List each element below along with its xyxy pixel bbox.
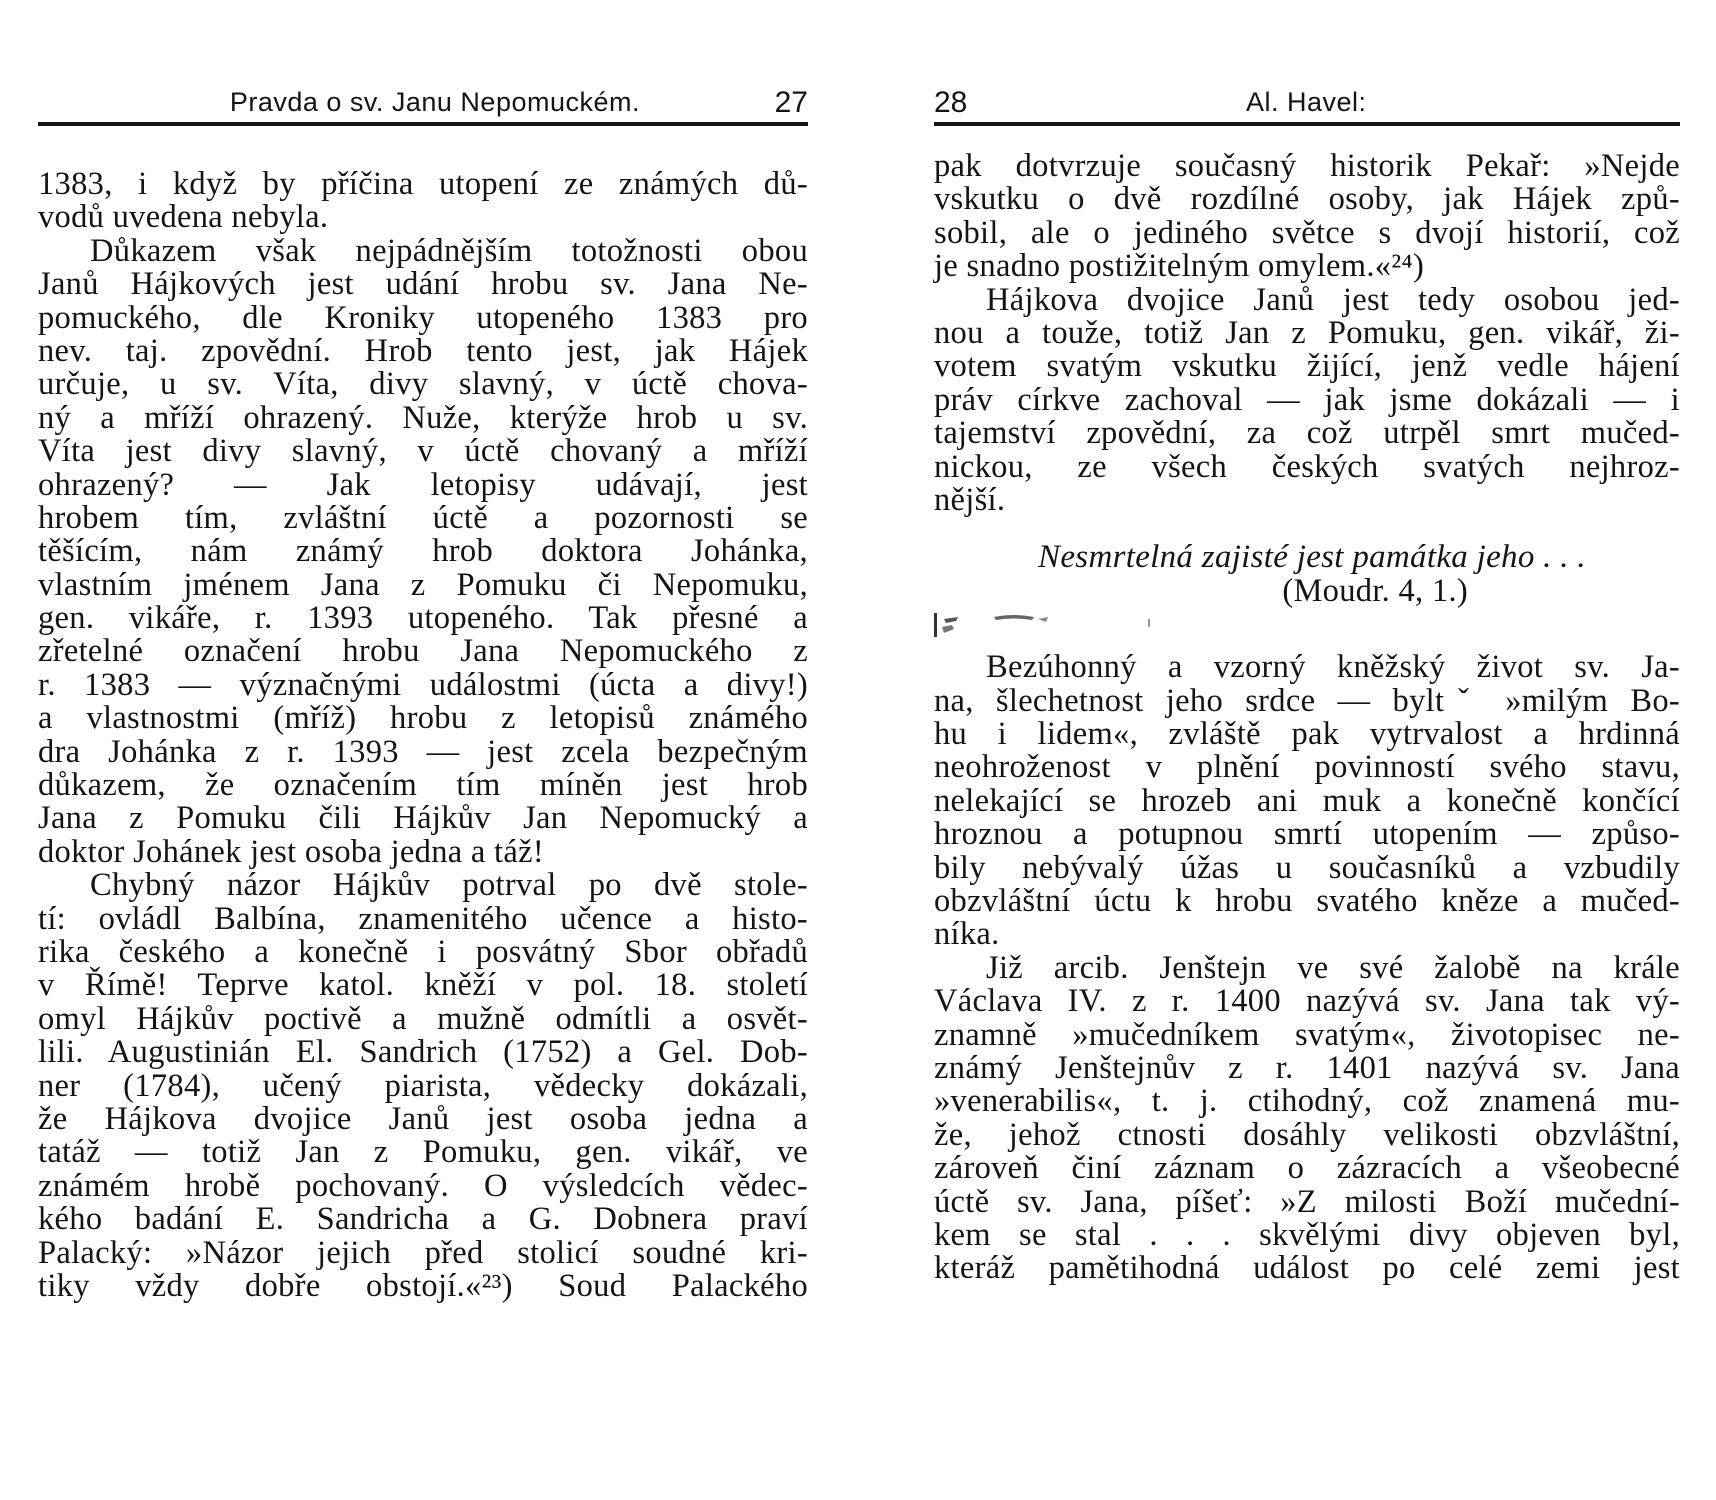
- print-smudge: [934, 607, 1680, 651]
- text-line: 1383, i když by příčina utopení ze známých dů-: [38, 166, 808, 202]
- text-line: Víta jest divy slavný, v úctě chovaný a mříží: [38, 433, 808, 470]
- text-line: ný a mříží ohrazený. Nuže, kterýže hrob u sv.: [38, 399, 808, 436]
- text-line: na, šlechetnost jeho srdce — byltˇ »milým Bo-: [934, 682, 1680, 719]
- text-line: Janů Hájkových jest udání hrobu sv. Jana Ne-: [38, 266, 808, 303]
- motto-block: [934, 541, 1680, 607]
- text-line: určuje, u sv. Víta, divy slavný, v úctě chova-: [38, 366, 808, 403]
- text-line: omyl Hájkův poctivě a mužně odmítli a osvět-: [38, 1000, 808, 1037]
- text-line: Palacký: »Názor jejich před stolicí soudné kri-: [38, 1234, 808, 1271]
- header-rule: [934, 122, 1680, 126]
- text-line: nelekající se hrozeb ani muk a konečně končící: [934, 782, 1680, 819]
- text-line: hrobem tím, zvláštní úctě a pozornosti se: [38, 499, 808, 536]
- page-number: 28: [934, 86, 968, 119]
- motto-citation: (Moudr. 4, 1.): [1282, 572, 1468, 609]
- text-line: známém hrobě pochovaný. O výsledcích vědec-: [38, 1167, 808, 1204]
- text-line: hroznou a potupnou smrtí utopením — způso-: [934, 816, 1680, 853]
- text-line: nou a touže, totiž Jan z Pomuku, gen. vikář, ži-: [934, 314, 1680, 351]
- text-line: neohroženost v plnění povinností svého stavu,: [934, 749, 1680, 786]
- running-title: Pravda o sv. Janu Nepomuckém.: [229, 87, 640, 117]
- page-number: 27: [774, 86, 808, 119]
- text-line: obzvláštní úctu k hrobu svatého kněze a mučed-: [934, 883, 1680, 920]
- text-line: rika českého a konečně i posvátný Sbor obřadů: [38, 933, 808, 970]
- text-line: zároveň činí záznam o zázracích a všeobecné: [934, 1150, 1680, 1187]
- text-line: sobil, ale o jediného světce s dvojí historií, což: [934, 214, 1680, 251]
- text-line: vskutku o dvě rozdílné osoby, jak Hájek způ-: [934, 181, 1680, 218]
- text-line: že, jehož ctnosti dosáhly velikosti obzvláštní,: [934, 1116, 1680, 1153]
- text-line: známý Jenštejnův z r. 1401 nazývá sv. Jana: [934, 1049, 1680, 1086]
- text-line: že Hájkova dvojice Janů jest osoba jedna a: [38, 1100, 808, 1137]
- left-page: [38, 0, 808, 1500]
- text-line: pak dotvrzuje současný historik Pekař: »Nejde: [934, 148, 1680, 184]
- text-line: votem svatým vskutku žijící, jenž vedle hájení: [934, 348, 1680, 385]
- text-line: Bezúhonný a vzorný kněžský život sv. Ja-: [986, 649, 1680, 686]
- text-line: tatáž — totiž Jan z Pomuku, gen. vikář, ve: [38, 1134, 808, 1171]
- text-line: Václava IV. z r. 1400 nazývá sv. Jana tak vý-: [934, 983, 1680, 1020]
- right-page-body: [934, 150, 1680, 1286]
- text-line: Hájkova dvojice Janů jest tedy osobou jed-: [986, 281, 1680, 318]
- smudge-mark-icon: [934, 611, 1174, 641]
- text-line: práv církve zachoval — jak jsme dokázali — i: [934, 381, 1680, 418]
- text-line: kého badání E. Sandricha a G. Dobnera praví: [38, 1201, 808, 1238]
- left-page-header: [38, 82, 808, 122]
- text-line: hu i lidem«, zvláště pak vytrvalost a hrdinná: [934, 716, 1680, 753]
- text-line: úctě sv. Jana, píšeť: »Z milosti Boží mučední-: [934, 1183, 1680, 1220]
- text-line: dra Johánka z r. 1393 — jest zcela bezpečným: [38, 733, 808, 770]
- text-line: gen. vikáře, r. 1393 utopeného. Tak přesné a: [38, 600, 808, 637]
- text-line: r. 1383 — význačnými událostmi (úcta a divy!): [38, 666, 808, 703]
- text-line: je snadno postižitelným omylem.«²⁴): [934, 248, 1425, 285]
- text-line: vodů uvedena nebyla.: [38, 199, 329, 236]
- text-line: ohrazený? — Jak letopisy udávají, jest: [38, 466, 808, 503]
- text-line: tí: ovládl Balbína, znamenitého učence a histo-: [38, 900, 808, 937]
- right-page-header: [934, 82, 1680, 122]
- section-gap: [934, 517, 1680, 541]
- text-line: kteráž pamětihodná událost po celé zemi jest: [934, 1250, 1680, 1287]
- text-line: Jana z Pomuku čili Hájkův Jan Nepomucký a: [38, 800, 808, 837]
- running-title: Al. Havel:: [1246, 87, 1367, 117]
- text-line: v Římě! Teprve katol. kněží v pol. 18. století: [38, 967, 808, 1004]
- text-line: lili. Augustinián El. Sandrich (1752) a Gel. Dob-: [38, 1034, 808, 1071]
- text-line: doktor Johánek jest osoba jedna a táž!: [38, 833, 544, 870]
- text-line: zřetelné označení hrobu Jana Nepomuckého z: [38, 633, 808, 670]
- text-line: nev. taj. zpovědní. Hrob tento jest, jak Hájek: [38, 332, 808, 369]
- text-line: bily nebývalý úžas u současníků a vzbudily: [934, 849, 1680, 886]
- text-line: »venerabilis«, t. j. ctihodný, což znamená mu-: [934, 1083, 1680, 1120]
- text-line: Chybný názor Hájkův potrval po dvě stole-: [90, 867, 808, 904]
- text-line: kem se stal . . . skvělými divy objeven byl,: [934, 1216, 1680, 1253]
- text-line: Již arcib. Jenštejn ve své žalobě na krále: [986, 949, 1680, 986]
- text-line: Důkazem však nejpádnějším totožnosti obou: [90, 232, 808, 269]
- text-line: ner (1784), učený piarista, vědecky dokázali,: [38, 1067, 808, 1104]
- text-line: pomuckého, dle Kroniky utopeného 1383 pro: [38, 299, 808, 336]
- text-line: tiky vždy dobře obstojí.«²³) Soud Palackého: [38, 1267, 808, 1304]
- right-page-top-text: [934, 150, 1680, 517]
- text-line: důkazem, že označením tím míněn jest hrob: [38, 767, 808, 804]
- left-page-body: [38, 168, 808, 1303]
- text-line: níka.: [934, 916, 1000, 953]
- header-rule: [38, 122, 808, 126]
- text-line: a vlastnostmi (mříž) hrobu z letopisů známého: [38, 700, 808, 737]
- right-page: [934, 0, 1680, 1500]
- text-line: nější.: [934, 481, 1006, 518]
- text-line: těšícím, nám známý hrob doktora Johánka,: [38, 533, 808, 570]
- text-line: vlastním jménem Jana z Pomuku či Nepomuku,: [38, 566, 808, 603]
- text-line: znamně »mučedníkem svatým«, životopisec ne-: [934, 1016, 1680, 1053]
- right-page-bottom-text: [934, 651, 1680, 1285]
- text-line: tajemství zpovědní, za což utrpěl smrt mučed-: [934, 415, 1680, 452]
- motto: Nesmrtelná zajisté jest památka jeho . . .: [1038, 539, 1586, 576]
- text-line: nickou, ze všech českých svatých nejhroz-: [934, 448, 1680, 485]
